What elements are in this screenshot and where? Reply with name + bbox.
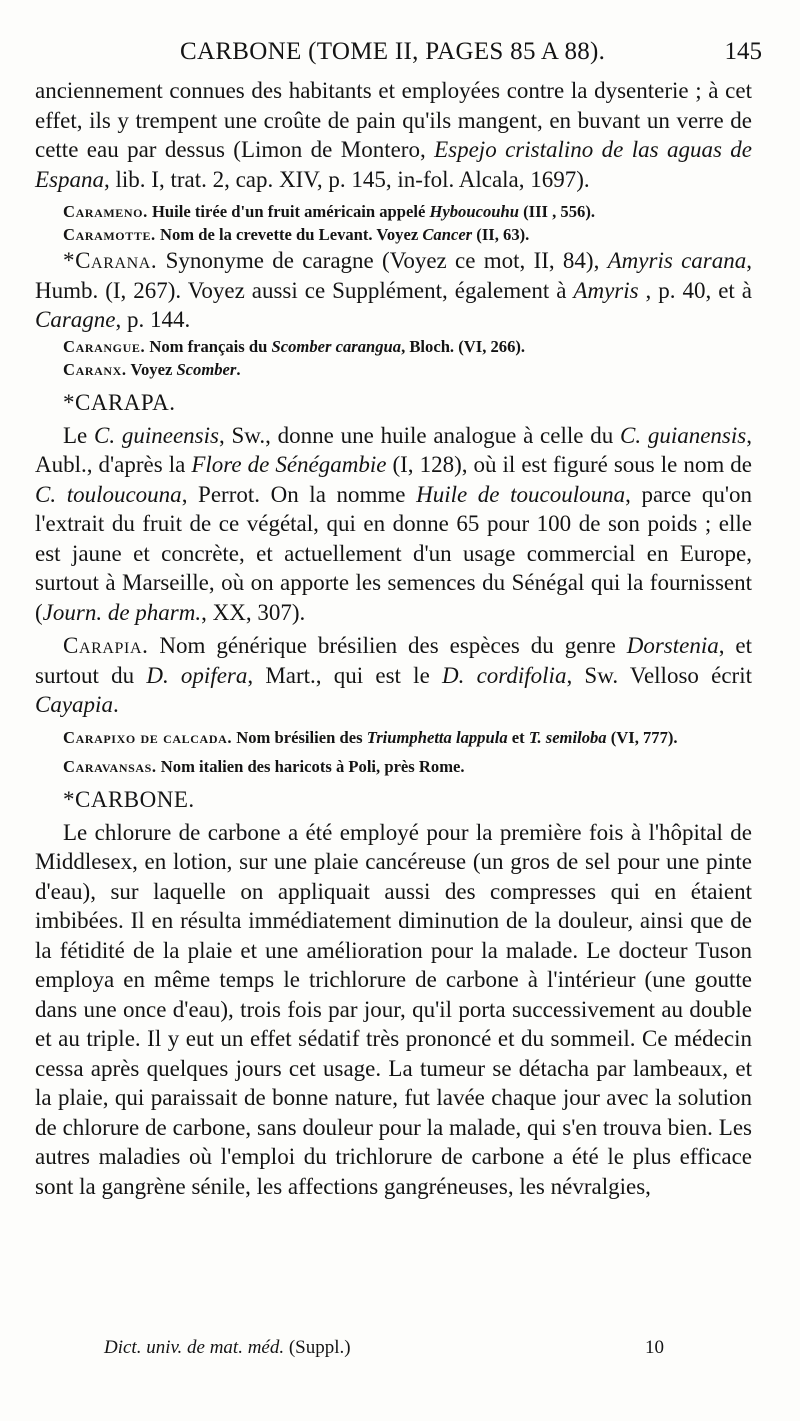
text-run: et xyxy=(507,727,529,747)
page-footer xyxy=(104,1337,664,1367)
entry-term: Caranx. xyxy=(63,359,127,379)
page-number: 145 xyxy=(724,38,762,65)
text-run: Nom italien des haricots à Poli, près Rome. xyxy=(156,756,465,776)
entry-carameno xyxy=(35,200,752,223)
italic-term: Caragne xyxy=(35,307,116,332)
italic-term: Amyris xyxy=(573,277,639,303)
text-run: , Sw., donne une huile analogue à celle du xyxy=(218,422,620,448)
entry-carapia xyxy=(35,631,752,720)
entry-carana xyxy=(35,246,752,335)
text-run: , parce qu'on l'extrait du fruit de ce végétal, qui en donne 65 pour 100 de son poids ; elle est jaune et concrète, et actuellement d'un usage commercial en Europe, surtout à Marseille, où on apporte les semences du Sénégal qui la fournissent ( xyxy=(35,481,752,625)
footer-italic: Dict. univ. de mat. méd. xyxy=(104,1337,285,1358)
text-run: (VI, 777). xyxy=(606,727,678,747)
heading-carapa: *CARAPA. xyxy=(63,389,176,415)
text-run: anciennement connues des habitants et employées contre la dysenterie ; à cet effet, ils y trempent une croûte de pain qu'ils mangent, en buvant un verre de cette eau par dessus (Limon de Montero, xyxy=(35,78,752,162)
italic-term: Flore de Sénégambie xyxy=(191,452,387,477)
entry-carbone: Le chlorure de carbone a été employé pour la première fois à l'hôpital de Middlesex, en lotion, sur une plaie cancéreuse (un gros de sel pour une pinte d'eau), sur laquelle on appliquait aussi des compresses qui en étaient imbibées. Il en résulta immédiatement diminution de la douleur, ainsi que de la fétidité de la plaie et une amélioration pour la malade. Le docteur Tuson employa en même temps le trichlorure de carbone à l'intérieur (une goutte dans une once d'eau), trois fois par jour, qu'il porta successivement au double et au triple. Il y eut un effet sédatif très prononcé et du sommeil. Ce médecin cessa après quelques jours cet usage. La tumeur se détacha par lambeaux, et la plaie, qui paraissait de bonne nature, fut lavée chaque jour avec la solution de chlorure de carbone, sans douleur pour la malade, qui s'en trouva bien. Les autres maladies où l'emploi du trichlorure de carbone a été le plus efficace sont la gangrène sénile, les affections gangréneuses, les névralgies, xyxy=(35,819,752,1199)
text-run: , p. 144. xyxy=(115,307,191,332)
italic-term: D. cordifolia xyxy=(442,662,567,688)
italic-term: Dorstenia xyxy=(626,633,719,658)
text-run: Huile tirée d'un fruit américain appelé xyxy=(147,202,430,221)
entry-caramotte xyxy=(35,223,752,246)
text-run: , et surtout du xyxy=(35,633,752,688)
entry-term: *Carana. xyxy=(63,248,158,273)
italic-term: C. touloucouna xyxy=(35,481,182,507)
entry-carapixo xyxy=(35,726,752,749)
text-run: , p. 40, et à xyxy=(638,277,753,303)
entry-caranx xyxy=(35,358,752,381)
entry-carapa xyxy=(35,421,752,628)
text-run: Synonyme de caragne (Voyez ce mot, II, 84), xyxy=(157,248,608,273)
text-run: Nom français du xyxy=(145,336,272,356)
entry-term: Caravansas. xyxy=(63,756,157,776)
header-title: CARBONE (TOME II, PAGES 85 A 88). xyxy=(180,38,606,65)
text-run: , XX, 307). xyxy=(201,599,306,625)
page-body xyxy=(35,76,752,1201)
entry-caravansas xyxy=(35,755,752,778)
entry-term: Carapixo de calcada. xyxy=(63,727,233,747)
text-run: . xyxy=(112,692,119,717)
italic-term: Scomber carangua xyxy=(271,336,402,356)
text-run: , lib. I, trat. 2, cap. XIV, p. 145, in-fol. Alcala, 1697). xyxy=(104,166,590,192)
italic-term: Huile de toucoulouna xyxy=(416,481,626,507)
italic-term: Amyris carana xyxy=(607,248,747,273)
text-run: Le xyxy=(63,422,95,448)
text-run: (II, 63). xyxy=(472,225,530,244)
text-run: Voyez xyxy=(126,359,177,379)
text-run: (III , 556). xyxy=(518,202,595,221)
italic-term: Cayapia xyxy=(35,692,113,717)
italic-term: Hyboucouhu xyxy=(429,202,519,221)
text-run: , Humb. (I, 267). Voyez aussi ce Supplément, également à xyxy=(35,248,752,303)
italic-term: T. semiloba xyxy=(528,727,607,747)
signature-mark: 10 xyxy=(645,1337,664,1358)
heading-carbone: *CARBONE. xyxy=(63,786,195,812)
italic-term: C. guianensis xyxy=(619,422,747,448)
italic-term: Scomber xyxy=(176,359,237,379)
text-run: , Sw. Velloso écrit xyxy=(566,662,752,688)
italic-title: Espejo cristalino de las aguas de Espana xyxy=(35,137,752,192)
text-run: , Bloch. (VI, 266). xyxy=(401,336,526,356)
italic-term: Cancer xyxy=(422,225,473,244)
entry-term: Carapia. xyxy=(63,633,149,658)
italic-term: C. guineensis xyxy=(94,422,219,448)
text-run: (I, 128), où il est figuré sous le nom de xyxy=(386,452,752,477)
text-run: Nom générique brésilien des espèces du genre xyxy=(148,633,627,658)
text-run: , Perrot. On la nomme xyxy=(181,481,417,507)
footer-suppl: (Suppl.) xyxy=(284,1337,351,1358)
entry-term: Carangue. xyxy=(63,336,146,356)
text-run: . xyxy=(236,359,241,379)
text-run: , Aubl., d'après la xyxy=(35,422,752,477)
text-run: Nom de la crevette du Levant. Voyez xyxy=(155,225,423,244)
entry-term: Carameno. xyxy=(63,202,148,221)
italic-term: Journ. de pharm. xyxy=(42,599,202,625)
running-header xyxy=(30,38,762,72)
italic-term: D. opifera xyxy=(146,662,248,688)
intro-paragraph xyxy=(35,76,752,194)
text-run: , Mart., qui est le xyxy=(247,662,442,688)
footer-title xyxy=(104,1337,351,1359)
italic-term: Triumphetta lappula xyxy=(366,727,508,747)
entry-carangue xyxy=(35,335,752,358)
text-run: Nom brésilien des xyxy=(232,727,367,747)
entry-term: Caramotte. xyxy=(63,225,156,244)
